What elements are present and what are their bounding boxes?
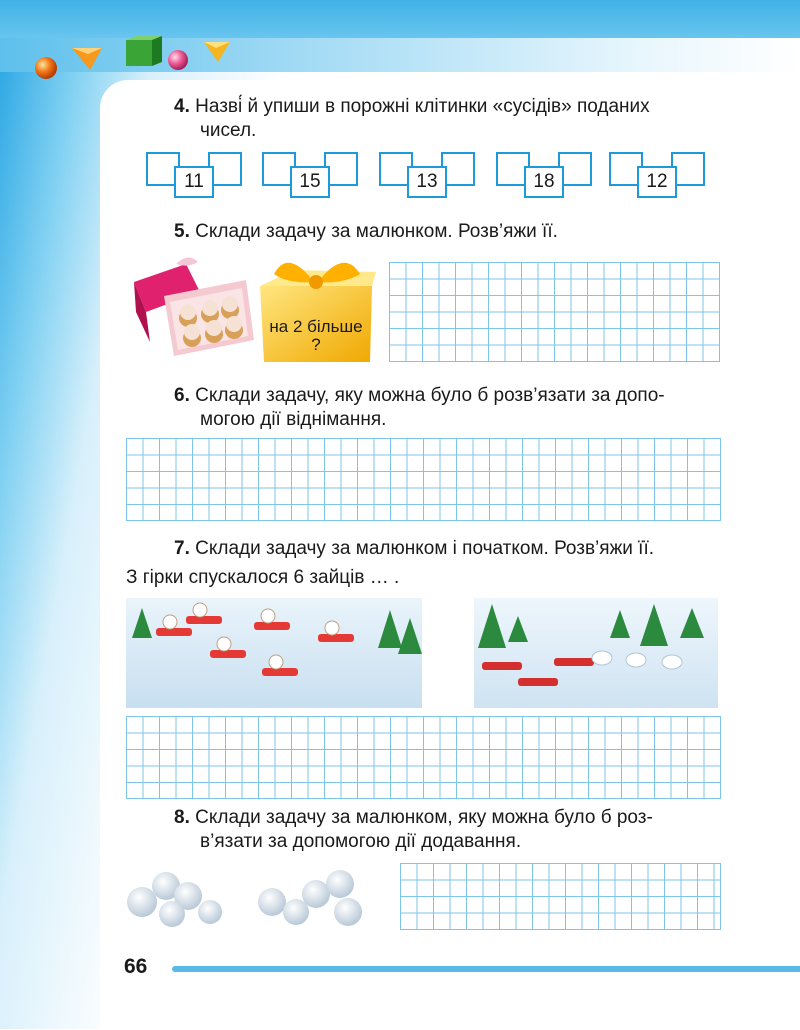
neighbor-group (496, 152, 592, 196)
gift-question: ? (311, 335, 321, 354)
neighbor-group (146, 152, 242, 196)
green-cube-icon (126, 40, 152, 66)
snowball-icon (198, 900, 222, 924)
snowball-icon (326, 870, 354, 898)
gift-label: на 2 більше (269, 317, 363, 336)
neighbor-group (262, 152, 358, 196)
task-5 (174, 220, 730, 244)
task-text-cont: могою дії віднімання. (200, 409, 387, 430)
task-8 (174, 806, 756, 854)
task-6 (174, 384, 756, 432)
task-text: Склади задачу, яку можна було б розв’язати за допо- (195, 385, 665, 406)
task-7 (174, 537, 730, 561)
given-number: 11 (174, 166, 214, 198)
page-number: 66 (124, 955, 148, 978)
decorative-shapes (30, 36, 270, 86)
snowball-icon (283, 899, 309, 925)
task-number: 6. (174, 385, 190, 406)
orange-ball-icon (35, 57, 57, 79)
cupcake-box-illustration (126, 252, 256, 364)
given-number: 13 (407, 166, 447, 198)
snowballs-illustration (126, 866, 366, 932)
task-7-start: З гірки спускалося 6 зайців … . (126, 567, 400, 588)
task-4 (174, 95, 756, 143)
answer-grid-5[interactable] (389, 262, 720, 362)
neighbor-group (379, 152, 475, 196)
answer-grid-8[interactable] (400, 863, 721, 930)
snowball-icon (159, 901, 185, 927)
snowball-icon (127, 887, 157, 917)
neighbor-group (609, 152, 705, 196)
footer-line (172, 966, 800, 972)
snowball-icon (258, 888, 286, 916)
task-text: Склади задачу за малюнком, яку можна було б роз- (195, 807, 653, 828)
given-number: 15 (290, 166, 330, 198)
task-number: 4. (174, 96, 190, 117)
given-number: 12 (637, 166, 677, 198)
answer-grid-6[interactable] (126, 438, 721, 521)
task-text: Склади задачу за малюнком. Розв’яжи її. (195, 221, 558, 242)
gift-box-illustration (254, 252, 378, 364)
task-text: Склади задачу за малюнком і початком. Розв’яжи її. (195, 538, 655, 559)
pink-ball-icon (168, 50, 188, 70)
given-number: 18 (524, 166, 564, 198)
snowball-icon (302, 880, 330, 908)
task-number: 7. (174, 538, 190, 559)
answer-grid-7[interactable] (126, 716, 721, 799)
task-number: 5. (174, 221, 190, 242)
task-number: 8. (174, 807, 190, 828)
winter-scene-hares (474, 598, 718, 708)
winter-scene-sledding (126, 598, 422, 708)
task-text-cont: в’язати за допомогою дії додавання. (200, 831, 522, 852)
task-text: Назві́ й упиши в порожні клітинки «сусідів» поданих (195, 96, 650, 117)
task-text-cont: чисел. (200, 120, 257, 141)
snowball-icon (334, 898, 362, 926)
